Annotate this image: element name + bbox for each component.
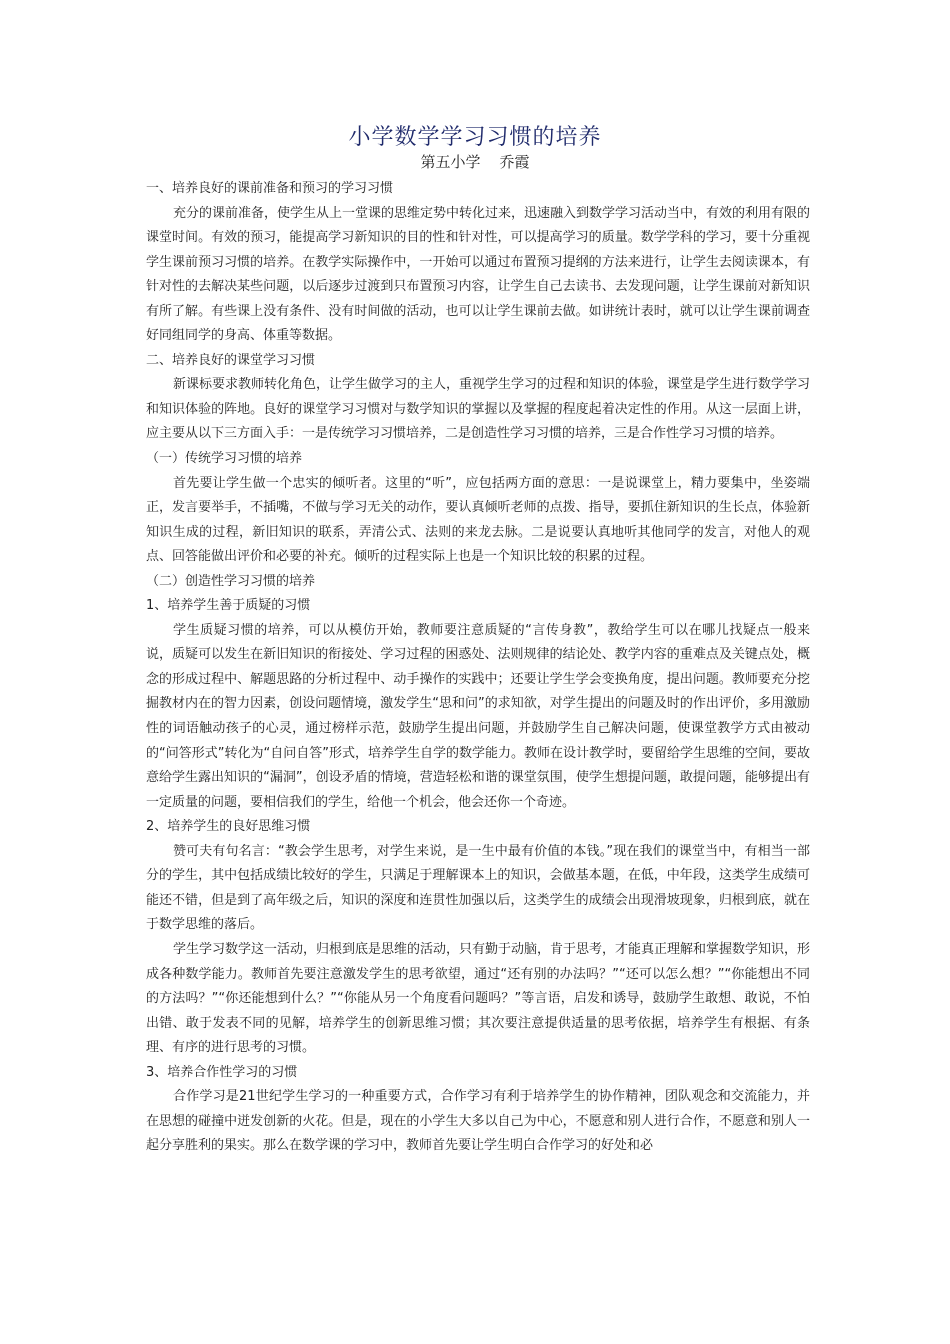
section-heading: 二、培养良好的课堂学习习惯 bbox=[146, 352, 316, 368]
sub-heading: （二）创造性学习习惯的培养 bbox=[146, 573, 316, 589]
numbered-heading: 2、培养学生的良好思维习惯 bbox=[146, 819, 311, 835]
numbered-heading: 3、培养合作性学习的习惯 bbox=[146, 1064, 298, 1080]
body-paragraph: 学生质疑习惯的培养，可以从模仿开始，教师要注意质疑的“言传身教”，教给学生可以在哪儿找疑点一般来说，质疑可以发生在新旧知识的衔接处、学习过程的困惑处、法则规律的结论处、教学内容的重难点及关键点处，概念的形成过程中、解题思路的分析过程中、动手操作的实践中；还要让学生学会变换角度，提出问题。教师要充分挖掘教材内在的智力因素，创设问题情境，激发学生“思和问”的求知欲，对学生提出的问题及时的作出评价，多用激励性的词语触动孩子的心灵，通过榜样示范，鼓励学生提出问题，并鼓励学生自己解决问题，使课堂教学方式由被动的“问答形式”转化为“自问自答”形式，培养学生自学的数学能力。教师在设计教学时，要留给学生思维的空间，要故意给学生露出知识的“漏洞”，创设矛盾的情境，营造轻松和谐的课堂氛围，使学生想提问题，敢提问题，能够提出有一定质量的问题，要相信我们的学生，给他一个机会，他会还你一个奇迹。 bbox=[146, 622, 810, 810]
body-paragraph: 充分的课前准备，使学生从上一堂课的思维定势中转化过来，迅速融入到数学学习活动当中，有效的利用有限的课堂时间。有效的预习，能提高学习新知识的目的性和针对性，可以提高学习的质量。数学学科的学习，要十分重视学生课前预习习惯的培养。在教学实际操作中，一开始可以通过布置预习提纲的方法来进行，让学生去阅读课本，有针对性的去解决某些问题，以后逐步过渡到只布置预习内容，让学生自己去读书、去发现问题，让学生课前对新知识有所了解。有些课上没有条件、没有时间做的活动，也可以让学生课前去做。如讲统计表时，就可以让学生课前调查好同组同学的身高、体重等数据。 bbox=[146, 205, 811, 344]
document-body bbox=[146, 177, 810, 1159]
numbered-heading: 1、培养学生善于质疑的习惯 bbox=[146, 598, 311, 614]
body-paragraph: 首先要让学生做一个忠实的倾听者。这里的“听”，应包括两方面的意思：一是说课堂上，精力要集中，坐姿端正，发言要举手，不插嘴，不做与学习无关的动作，要认真倾听老师的点拨、指导，要抓住新知识的生长点，体验新知识生成的过程，新旧知识的联系，弄清公式、法则的来龙去脉。二是说要认真地听其他同学的发言，对他人的观点、回答能做出评价和必要的补充。倾听的过程实际上也是一个知识比较的积累的过程。 bbox=[146, 475, 810, 565]
document-author: 第五小学 乔霞 bbox=[420, 153, 530, 171]
sub-heading: （一）传统学习习惯的培养 bbox=[146, 451, 303, 467]
body-paragraph: 新课标要求教师转化角色，让学生做学习的主人，重视学生学习的过程和知识的体验，课堂是学生进行数学学习和知识体验的阵地。良好的课堂学习习惯对与数学知识的掌握以及掌握的程度起着决定性的作用。从这一层面上讲，应主要从以下三方面入手：一是传统学习习惯培养，二是创造性学习习惯的培养，三是合作性学习习惯的培养。 bbox=[146, 377, 811, 442]
body-paragraph: 合作学习是21世纪学生学习的一种重要方式，合作学习有利于培养学生的协作精神，团队观念和交流能力，并在思想的碰撞中迸发创新的火花。但是，现在的小学生大多以自己为中心，不愿意和别人进行合作，不愿意和别人一起分享胜利的果实。那么在数学课的学习中，教师首先要让学生明白合作学习的好处和必 bbox=[146, 1089, 810, 1154]
body-paragraph: 赞可夫有句名言：“教会学生思考，对学生来说，是一生中最有价值的本钱。”现在我们的课堂当中，有相当一部分的学生，其中包括成绩比较好的学生，只满足于理解课本上的知识，会做基本题，在低，中年段，这类学生成绩可能还不错，但是到了高年级之后，知识的深度和连贯性加强以后，这类学生的成绩会出现滑坡现象，归根到底，就在于数学思维的落后。 bbox=[146, 843, 810, 933]
body-paragraph: 学生学习数学这一活动，归根到底是思维的活动，只有勤于动脑，肯于思考，才能真正理解和掌握数学知识，形成各种数学能力。教师首先要注意激发学生的思考欲望，通过“还有别的办法吗？”“还可以怎么想？”“你能想出不同的方法吗？”“你还能想到什么？”“你能从另一个角度看问题吗？”等言语，启发和诱导，鼓励学生敢想、敢说，不怕出错、敢于发表不同的见解，培养学生的创新思维习惯；其次要注意提供适量的思考依据，培养学生有根据、有条理、有序的进行思考的习惯。 bbox=[146, 941, 811, 1056]
document-title: 小学数学学习习惯的培养 bbox=[348, 125, 602, 150]
section-heading: 一、培养良好的课前准备和预习的学习习惯 bbox=[146, 181, 394, 196]
